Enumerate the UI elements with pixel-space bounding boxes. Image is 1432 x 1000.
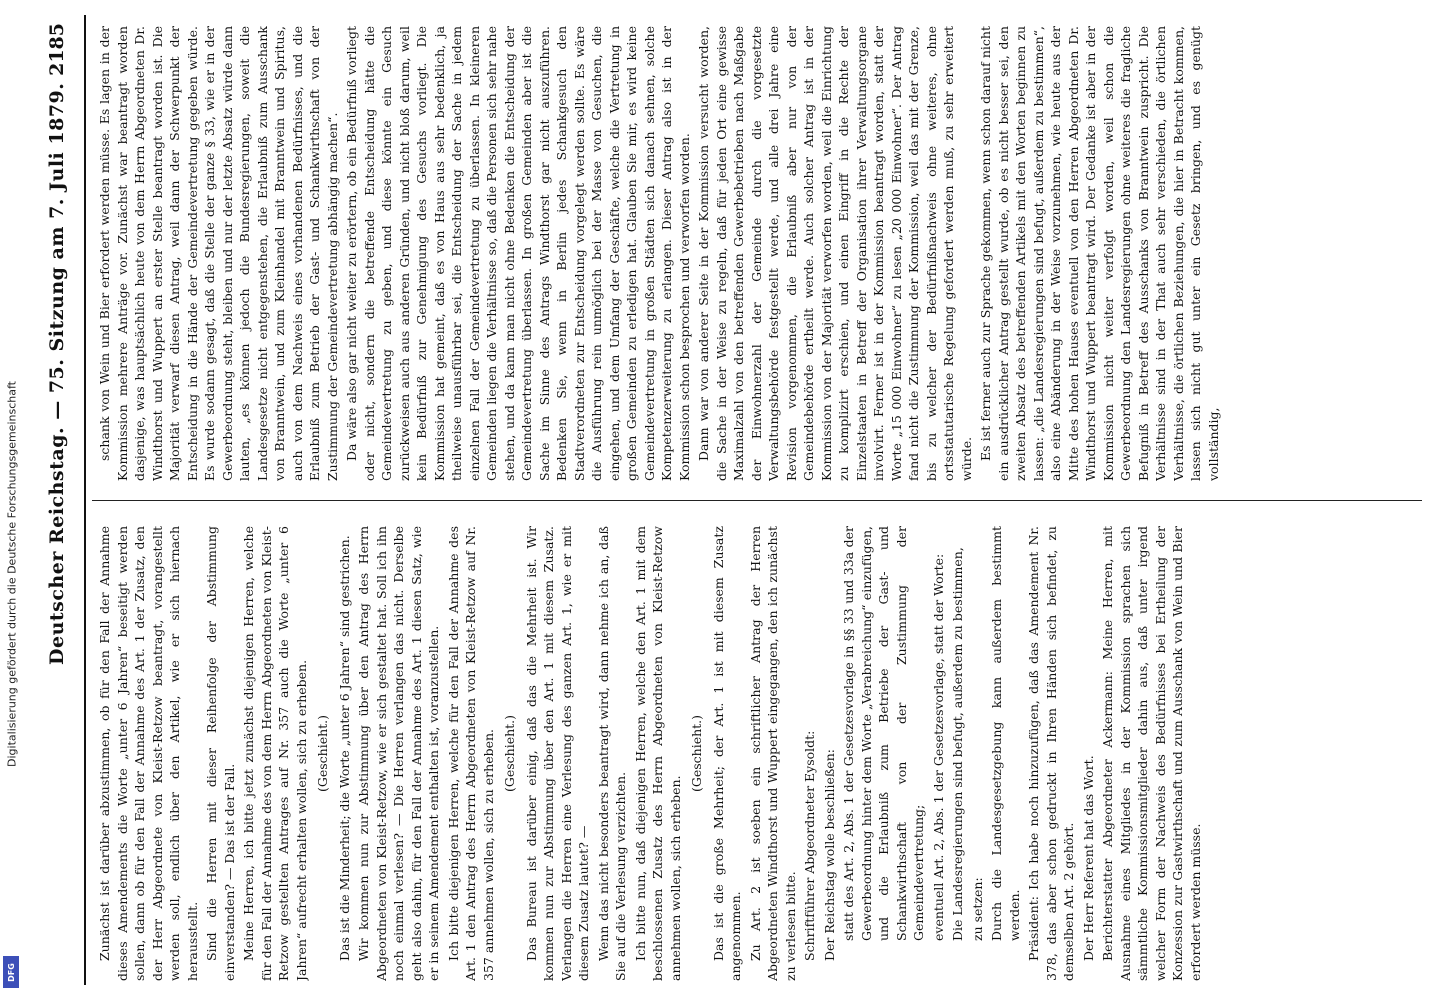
paragraph: eventuell Art. 2, Abs. 1 der Gesetzesvorlage, statt der Worte: — [930, 553, 946, 941]
document-page — [40, 15, 1430, 985]
paragraph: statt des Art. 2, Abs. 1 der Gesetzesvorlage in §§ 33 und 33a der Gewerbeordnung hinter dem Worte „Verabreichung“ einzufügen, und die Erlaubniß zum Betriebe der Gast- und Schankwirthschaft von der Zustimmung der Gemeindevertretung; — [841, 526, 926, 941]
paragraph: Das Bureau ist darüber einig, daß das die Mehrheit ist. Wir kommen nun zur Abstimmung über den Art. 1 mit diesem Zusatz. Verlangen die Herren eine Verlesung des ganzen Art. 1, wie er mit diesem Zusatz lautet? — — [523, 526, 591, 981]
paragraph: Sind die Herren mit dieser Reihenfolge der Abstimmung einverstanden? — Das ist der Fall. — [204, 526, 237, 981]
stage-direction: (Geschieht.) — [502, 714, 517, 793]
paragraph: Zu Art. 2 ist soeben ein schriftlicher Antrag der Herren Abgeordneten Windthorst und Wuppert eingegangen, den ich zunächst zu verlesen bitte. — [747, 526, 798, 981]
column-divider — [92, 500, 1422, 501]
paragraph: Da wäre also gar nicht weiter zu erörtern, ob ein Bedürfniß vorliegt oder nicht, sondern die betreffende Entscheidung hätte die Gemeindevertretung zu geben, und diese könnte ein Gesuch zurückweisen auch aus anderen Gründen, und nicht bloß darum, weil kein Bedürfniß zur Genehmigung des Gesuchs vorliegt. Die Kommission hat gemeint, daß es von Haus aus sehr bedenklich, ja theilweise unausführbar sei, die Entscheidung der Sache in jedem einzelnen Fall der Gemeindevertretung zu überlassen. In kleineren Gemeinden liegen die Verhältnisse so, daß die Personen sich sehr nahe stehen, und da kann man nicht ohne Bedenken die Entscheidung der Gemeindevertretung überlassen. In großen Gemeinden aber ist die Sache im Sinne des Antrags Windthorst gar nicht auszuführen. Bedenken Sie, wenn in Berlin jedes Schankgesuch den Stadtverordneten zur Entscheidung vorgelegt werden sollte. Es wäre die Ausführung rein unmöglich bei der Masse von Gesuchen, die eingehen, und dem Umfang der Geschäfte, welche die Vertretung in großen Gemeinden zu erledigen hat. Glauben Sie mir, es wird keine Gemeindevertretung in großen Städten sich danach sehnen, solche Kompetenzerweiterung zu erlangen. Dieser Antrag also ist in der Kommission schon besprochen und verworfen worden. — [344, 26, 692, 481]
paragraph: Die Landesregierungen sind befugt, außerdem zu bestimmen, — [950, 547, 965, 941]
paragraph: Schriftführer Abgeordneter Eysoldt: — [802, 730, 817, 961]
paragraph: Dann war von anderer Seite in der Kommission versucht worden, die Sache in der Weise zu regeln, daß für jeden Ort eine gewisse Maximalzahl von den betreffenden Gewerbebetrieben nach Maßgabe der Einwohnerzahl der Gemeinde durch die vorgesetzte Verwaltungsbehörde festgestellt werde, und alle drei Jahre eine Revision vorgenommen, die Erlaubniß aber nur von der Gemeindebehörde ertheilt werde. Auch solcher Antrag ist in der Kommission von der Majorität verworfen worden, weil die Einrichtung zu komplizirt erschien, und einen Eingriff in die Rechte der Einzelstaaten in Betreff der Organisation ihrer Verwaltungsorgane involvirt. Ferner ist in der Kommission beantragt worden, statt der Worte „15 000 Einwohner“ zu lesen „20 000 Einwohner“. Der Antrag fand nicht die Zustimmung der Kommission, weil das mit der Grenze, bis zu welcher der Bedürfnißnachweis ohne weiteres, ohne ortsstatutarische Regelung gefordert werden muß, zu sehr erweitert würde. — [696, 26, 974, 481]
digitization-credit: Digitalisierung gefördert durch die Deutsche Forschungsgemeinschaft — [5, 381, 19, 767]
paragraph: Ich bitte diejenigen Herren, welche für den Fall der Annahme des Art. 1 den Antrag des Herrn Abgeordneten von Kleist-Retzow auf Nr. 357 annehmen wollen, sich zu erheben. — [445, 526, 496, 981]
paragraph: Meine Herren, ich bitte jetzt zunächst diejenigen Herren, welche für den Fall der Annahme des von dem Herrn Abgeordneten von Kleist-Retzow gestellten Antrages auf Nr. 357 auch die Worte „unter 6 Jahren“ aufrecht erhalten wollen, sich zu erheben. — [241, 526, 309, 981]
page-header — [40, 15, 86, 985]
paragraph: Das ist die große Mehrheit; der Art. 1 ist mit diesem Zusatz angenommen. — [710, 526, 743, 981]
paragraph: Zunächst ist darüber abzustimmen, ob für den Fall der Annahme dieses Amendements die Worte „unter 6 Jahren“ beseitigt werden sollen, dann ob für den Fall der Annahme des Art. 1 der Zusatz, den der Herr Abgeordnete von Kleist-Retzow beantragt, vorangestellt werden soll, endlich über den Artikel, wie er sich hiernach herausstellt. — [97, 526, 200, 981]
dfg-logo-text: DFG — [6, 962, 16, 982]
paragraph: Der Reichstag wolle beschließen: — [821, 749, 837, 961]
stage-direction: (Geschieht.) — [689, 714, 704, 793]
paragraph: Wir kommen nun zur Abstimmung über den Antrag des Herrn Abgeordneten von Kleist-Retzow, wie er sich gestaltet hat. Soll ich ihn noch einmal verlesen? — Die Herren verlangen das nicht. Derselbe geht also dahin, für den Fall der Annahme des Art. 1 diesen Satz, wie er in seinem Amendement enthalten ist, voranzustellen. — [356, 526, 441, 981]
paragraph: Präsident: Ich habe noch hinzuzufügen, daß das Amendement Nr. 378, das aber schon gedruckt in Ihren Händen sich befindet, zu demselben Art. 2 gehört. — [1026, 526, 1076, 981]
right-column — [96, 26, 1416, 481]
paragraph: Es ist ferner auch zur Sprache gekommen, wenn schon darauf nicht ein ausdrücklicher Antrag gestellt wurde, ob es nicht besser sei, den zweiten Absatz des betreffenden Artikels mit den Worten beginnen zu lassen: „die Landesregierungen sind befugt, außerdem zu bestimmen“, also eine Abänderung in der Weise vorzunehmen, wie heute aus der Mitte des hohen Hauses eventuell von den Herren Abgeordneten Dr. Windthorst und Wuppert beantragt wird. Der Gedanke ist aber in der Kommission nicht weiter verfolgt worden, weil schon die Gewerbeordnung den Landesregierungen ohne weiteres die fragliche Befugniß in Betreff des Ausschanks von Branntwein zuspricht. Die Verhältnisse sind in der That auch sehr verschieden, die örtlichen Verhältnisse, die örtlichen Beziehungen, die hier in Betracht kommen, lassen sich nicht gut unter ein Gesetz bringen, und es genügt vollständig, — [978, 26, 1221, 481]
paragraph: Der Herr Referent hat das Wort. — [1080, 755, 1096, 961]
rotated-sheet — [40, 15, 1430, 985]
page-number: 2185 — [46, 23, 68, 76]
paragraph: Berichterstatter Abgeordneter Ackermann: Meine Herren, mit Ausnahme eines Mitgliedes in der Kommission sprachen sich sämmtliche Kommissionsmitglieder dahin aus, daß unter irgend welcher Form der Nachweis des Bedürfnisses bei Ertheilung der Konzession zur Gastwirthschaft und zum Ausschank von Wein und Bier erfordert werden müsse. — [1100, 526, 1203, 981]
paragraph: Durch die Landesgesetzgebung kann außerdem bestimmt werden. — [989, 526, 1022, 941]
footer — [0, 0, 24, 1000]
stage-direction: (Geschieht.) — [315, 714, 330, 793]
dfg-logo — [3, 956, 19, 988]
paragraph: schank von Wein und Bier erfordert werden müsse. Es lagen in der Kommission mehrere Anträge vor. Zunächst war beantragt worden dasjenige, was hauptsächlich heute von dem Herrn Abgeordneten Dr. Windthorst und Wuppert an erster Stelle beantragt worden ist. Die Majorität verwarf diesen Antrag, weil dann der Schwerpunkt der Entscheidung in die Hände der Gemeindevertretung gegeben würde. Es wurde sodann gesagt, daß die Stelle der ganze § 33, wie er in der Gewerbeordnung steht, bleiben und nur der letzte Absatz würde dann lauten, „es können jedoch die Bundesregierungen, soweit die Landesgesetze nicht entgegenstehen, die Erlaubniß zum Ausschank von Branntwein, und zum Kleinhandel mit Branntwein und Spiritus, auch von dem Nachweis eines vorhandenen Bedürfnisses, und die Erlaubniß zum Betrieb der Gast- und Schankwirthschaft von der Zustimmung der Gemeindevertretung abhängig machen“. — [97, 26, 340, 481]
running-title: Deutscher Reichstag. — 75. Sitzung am 7. Juli 1879. — [46, 82, 68, 665]
paragraph: Wenn das nicht besonders beantragt wird, dann nehme ich an, daß Sie auf die Verlesung verzichten. — [595, 526, 628, 981]
left-column — [96, 526, 1416, 981]
paragraph: zu setzen: — [969, 877, 985, 941]
paragraph: Ich bitte nun, daß diejenigen Herren, welche den Art. 1 mit dem beschlossenen Zusatz des Herrn Abgeordneten von Kleist-Retzow annehmen wollen, sich erheben. — [632, 526, 683, 981]
paragraph: Das ist die Minderheit; die Worte „unter 6 Jahren“ sind gestrichen. — [336, 535, 352, 961]
